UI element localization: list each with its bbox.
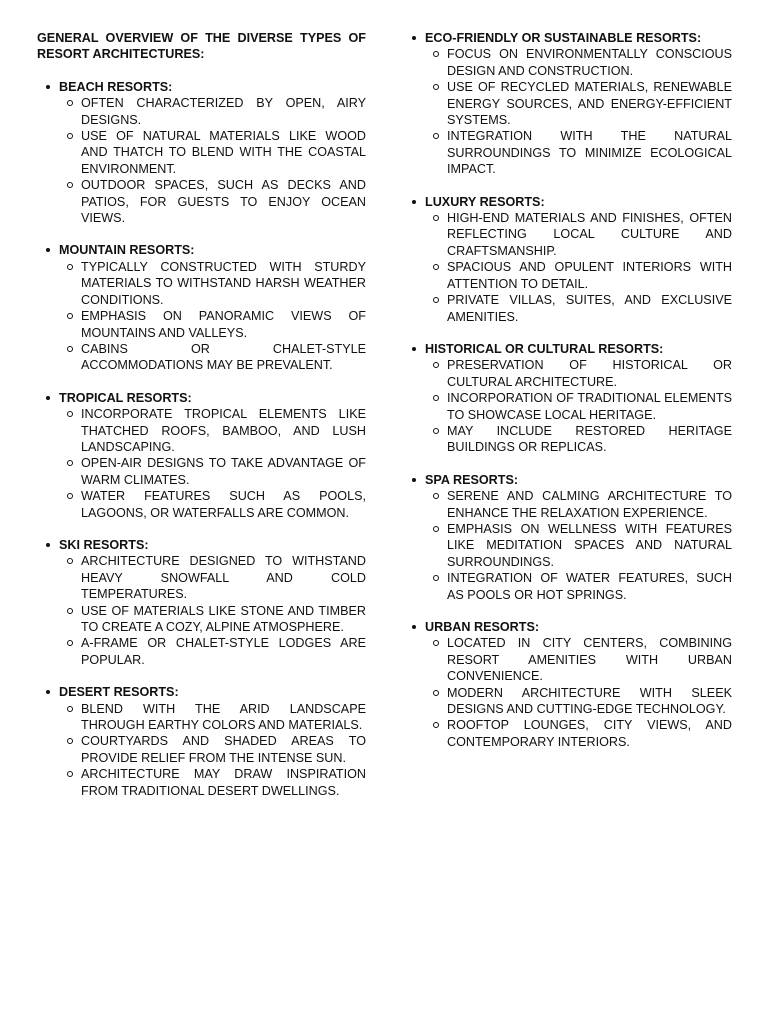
bullet-point: INCORPORATION OF TRADITIONAL ELEMENTS TO SHOWCASE LOCAL HERITAGE.: [425, 390, 732, 423]
bullet-point: PRIVATE VILLAS, SUITES, AND EXCLUSIVE AMENITIES.: [425, 292, 732, 325]
bullet-point: TYPICALLY CONSTRUCTED WITH STURDY MATERIALS TO WITHSTAND HARSH WEATHER CONDITIONS.: [59, 259, 366, 308]
left-section-list: [37, 79, 366, 799]
bullet-point: USE OF NATURAL MATERIALS LIKE WOOD AND THATCH TO BLEND WITH THE COASTAL ENVIRONMENT.: [59, 128, 366, 177]
bullet-point: EMPHASIS ON WELLNESS WITH FEATURES LIKE MEDITATION SPACES AND NATURAL SURROUNDINGS.: [425, 521, 732, 570]
bullet-point: WATER FEATURES SUCH AS POOLS, LAGOONS, OR WATERFALLS ARE COMMON.: [59, 488, 366, 521]
bullet-point: MAY INCLUDE RESTORED HERITAGE BUILDINGS OR REPLICAS.: [425, 423, 732, 456]
bullet-point: BLEND WITH THE ARID LANDSCAPE THROUGH EARTHY COLORS AND MATERIALS.: [59, 701, 366, 734]
bullet-point-list: [425, 635, 732, 750]
resort-type-section: [403, 341, 732, 456]
bullet-point: INTEGRATION OF WATER FEATURES, SUCH AS POOLS OR HOT SPRINGS.: [425, 570, 732, 603]
bullet-point-list: [59, 259, 366, 374]
bullet-point: OFTEN CHARACTERIZED BY OPEN, AIRY DESIGNS.: [59, 95, 366, 128]
right-section-list: [403, 30, 732, 750]
bullet-point: EMPHASIS ON PANORAMIC VIEWS OF MOUNTAINS AND VALLEYS.: [59, 308, 366, 341]
resort-type-section: [403, 472, 732, 603]
resort-type-section: [403, 619, 732, 750]
resort-type-section: [37, 390, 366, 521]
bullet-point: COURTYARDS AND SHADED AREAS TO PROVIDE RELIEF FROM THE INTENSE SUN.: [59, 733, 366, 766]
resort-type-section: [37, 684, 366, 799]
section-heading: ECO-FRIENDLY OR SUSTAINABLE RESORTS:: [425, 31, 702, 45]
left-column: [37, 30, 366, 815]
section-heading: TROPICAL RESORTS:: [59, 390, 192, 405]
bullet-point: FOCUS ON ENVIRONMENTALLY CONSCIOUS DESIGN AND CONSTRUCTION.: [425, 46, 732, 79]
section-heading: SKI RESORTS:: [59, 537, 149, 552]
bullet-point: LOCATED IN CITY CENTERS, COMBINING RESORT AMENITIES WITH URBAN CONVENIENCE.: [425, 635, 732, 684]
section-heading: BEACH RESORTS:: [59, 79, 173, 94]
bullet-point-list: [59, 553, 366, 668]
bullet-point: INCORPORATE TROPICAL ELEMENTS LIKE THATCHED ROOFS, BAMBOO, AND LUSH LANDSCAPING.: [59, 406, 366, 455]
bullet-point: CABINS OR CHALET-STYLE ACCOMMODATIONS MAY BE PREVALENT.: [59, 341, 366, 374]
bullet-point: HIGH-END MATERIALS AND FINISHES, OFTEN REFLECTING LOCAL CULTURE AND CRAFTSMANSHIP.: [425, 210, 732, 259]
section-heading: SPA RESORTS:: [425, 472, 519, 487]
resort-type-section: [37, 242, 366, 373]
bullet-point: OPEN-AIR DESIGNS TO TAKE ADVANTAGE OF WARM CLIMATES.: [59, 455, 366, 488]
bullet-point-list: [425, 488, 732, 603]
bullet-point: SERENE AND CALMING ARCHITECTURE TO ENHANCE THE RELAXATION EXPERIENCE.: [425, 488, 732, 521]
bullet-point: USE OF MATERIALS LIKE STONE AND TIMBER TO CREATE A COZY, ALPINE ATMOSPHERE.: [59, 603, 366, 636]
bullet-point-list: [425, 357, 732, 455]
resort-type-section: [37, 79, 366, 227]
resort-type-section: [403, 194, 732, 325]
bullet-point: ARCHITECTURE MAY DRAW INSPIRATION FROM TRADITIONAL DESERT DWELLINGS.: [59, 766, 366, 799]
bullet-point: OUTDOOR SPACES, SUCH AS DECKS AND PATIOS, FOR GUESTS TO ENJOY OCEAN VIEWS.: [59, 177, 366, 226]
bullet-point: MODERN ARCHITECTURE WITH SLEEK DESIGNS AND CUTTING-EDGE TECHNOLOGY.: [425, 685, 732, 718]
section-heading: MOUNTAIN RESORTS:: [59, 243, 195, 258]
bullet-point-list: [425, 46, 732, 177]
section-heading: URBAN RESORTS:: [425, 620, 540, 634]
bullet-point: ROOFTOP LOUNGES, CITY VIEWS, AND CONTEMPORARY INTERIORS.: [425, 717, 732, 750]
resort-type-section: [37, 537, 366, 668]
document-title: GENERAL OVERVIEW OF THE DIVERSE TYPES OF RESORT ARCHITECTURES:: [37, 31, 366, 62]
bullet-point: INTEGRATION WITH THE NATURAL SURROUNDINGS TO MINIMIZE ECOLOGICAL IMPACT.: [425, 128, 732, 177]
right-column: [403, 30, 732, 766]
bullet-point-list: [59, 701, 366, 799]
bullet-point: ARCHITECTURE DESIGNED TO WITHSTAND HEAVY SNOWFALL AND COLD TEMPERATURES.: [59, 553, 366, 602]
section-heading: HISTORICAL OR CULTURAL RESORTS:: [425, 341, 664, 356]
bullet-point: A-FRAME OR CHALET-STYLE LODGES ARE POPULAR.: [59, 635, 366, 668]
section-heading: DESERT RESORTS:: [59, 685, 179, 700]
bullet-point-list: [59, 406, 366, 521]
bullet-point: SPACIOUS AND OPULENT INTERIORS WITH ATTENTION TO DETAIL.: [425, 259, 732, 292]
bullet-point: PRESERVATION OF HISTORICAL OR CULTURAL ARCHITECTURE.: [425, 357, 732, 390]
bullet-point-list: [59, 95, 366, 226]
section-heading: LUXURY RESORTS:: [425, 194, 545, 209]
bullet-point: USE OF RECYCLED MATERIALS, RENEWABLE ENERGY SOURCES, AND ENERGY-EFFICIENT SYSTEMS.: [425, 79, 732, 128]
bullet-point-list: [425, 210, 732, 325]
resort-type-section: [403, 30, 732, 178]
